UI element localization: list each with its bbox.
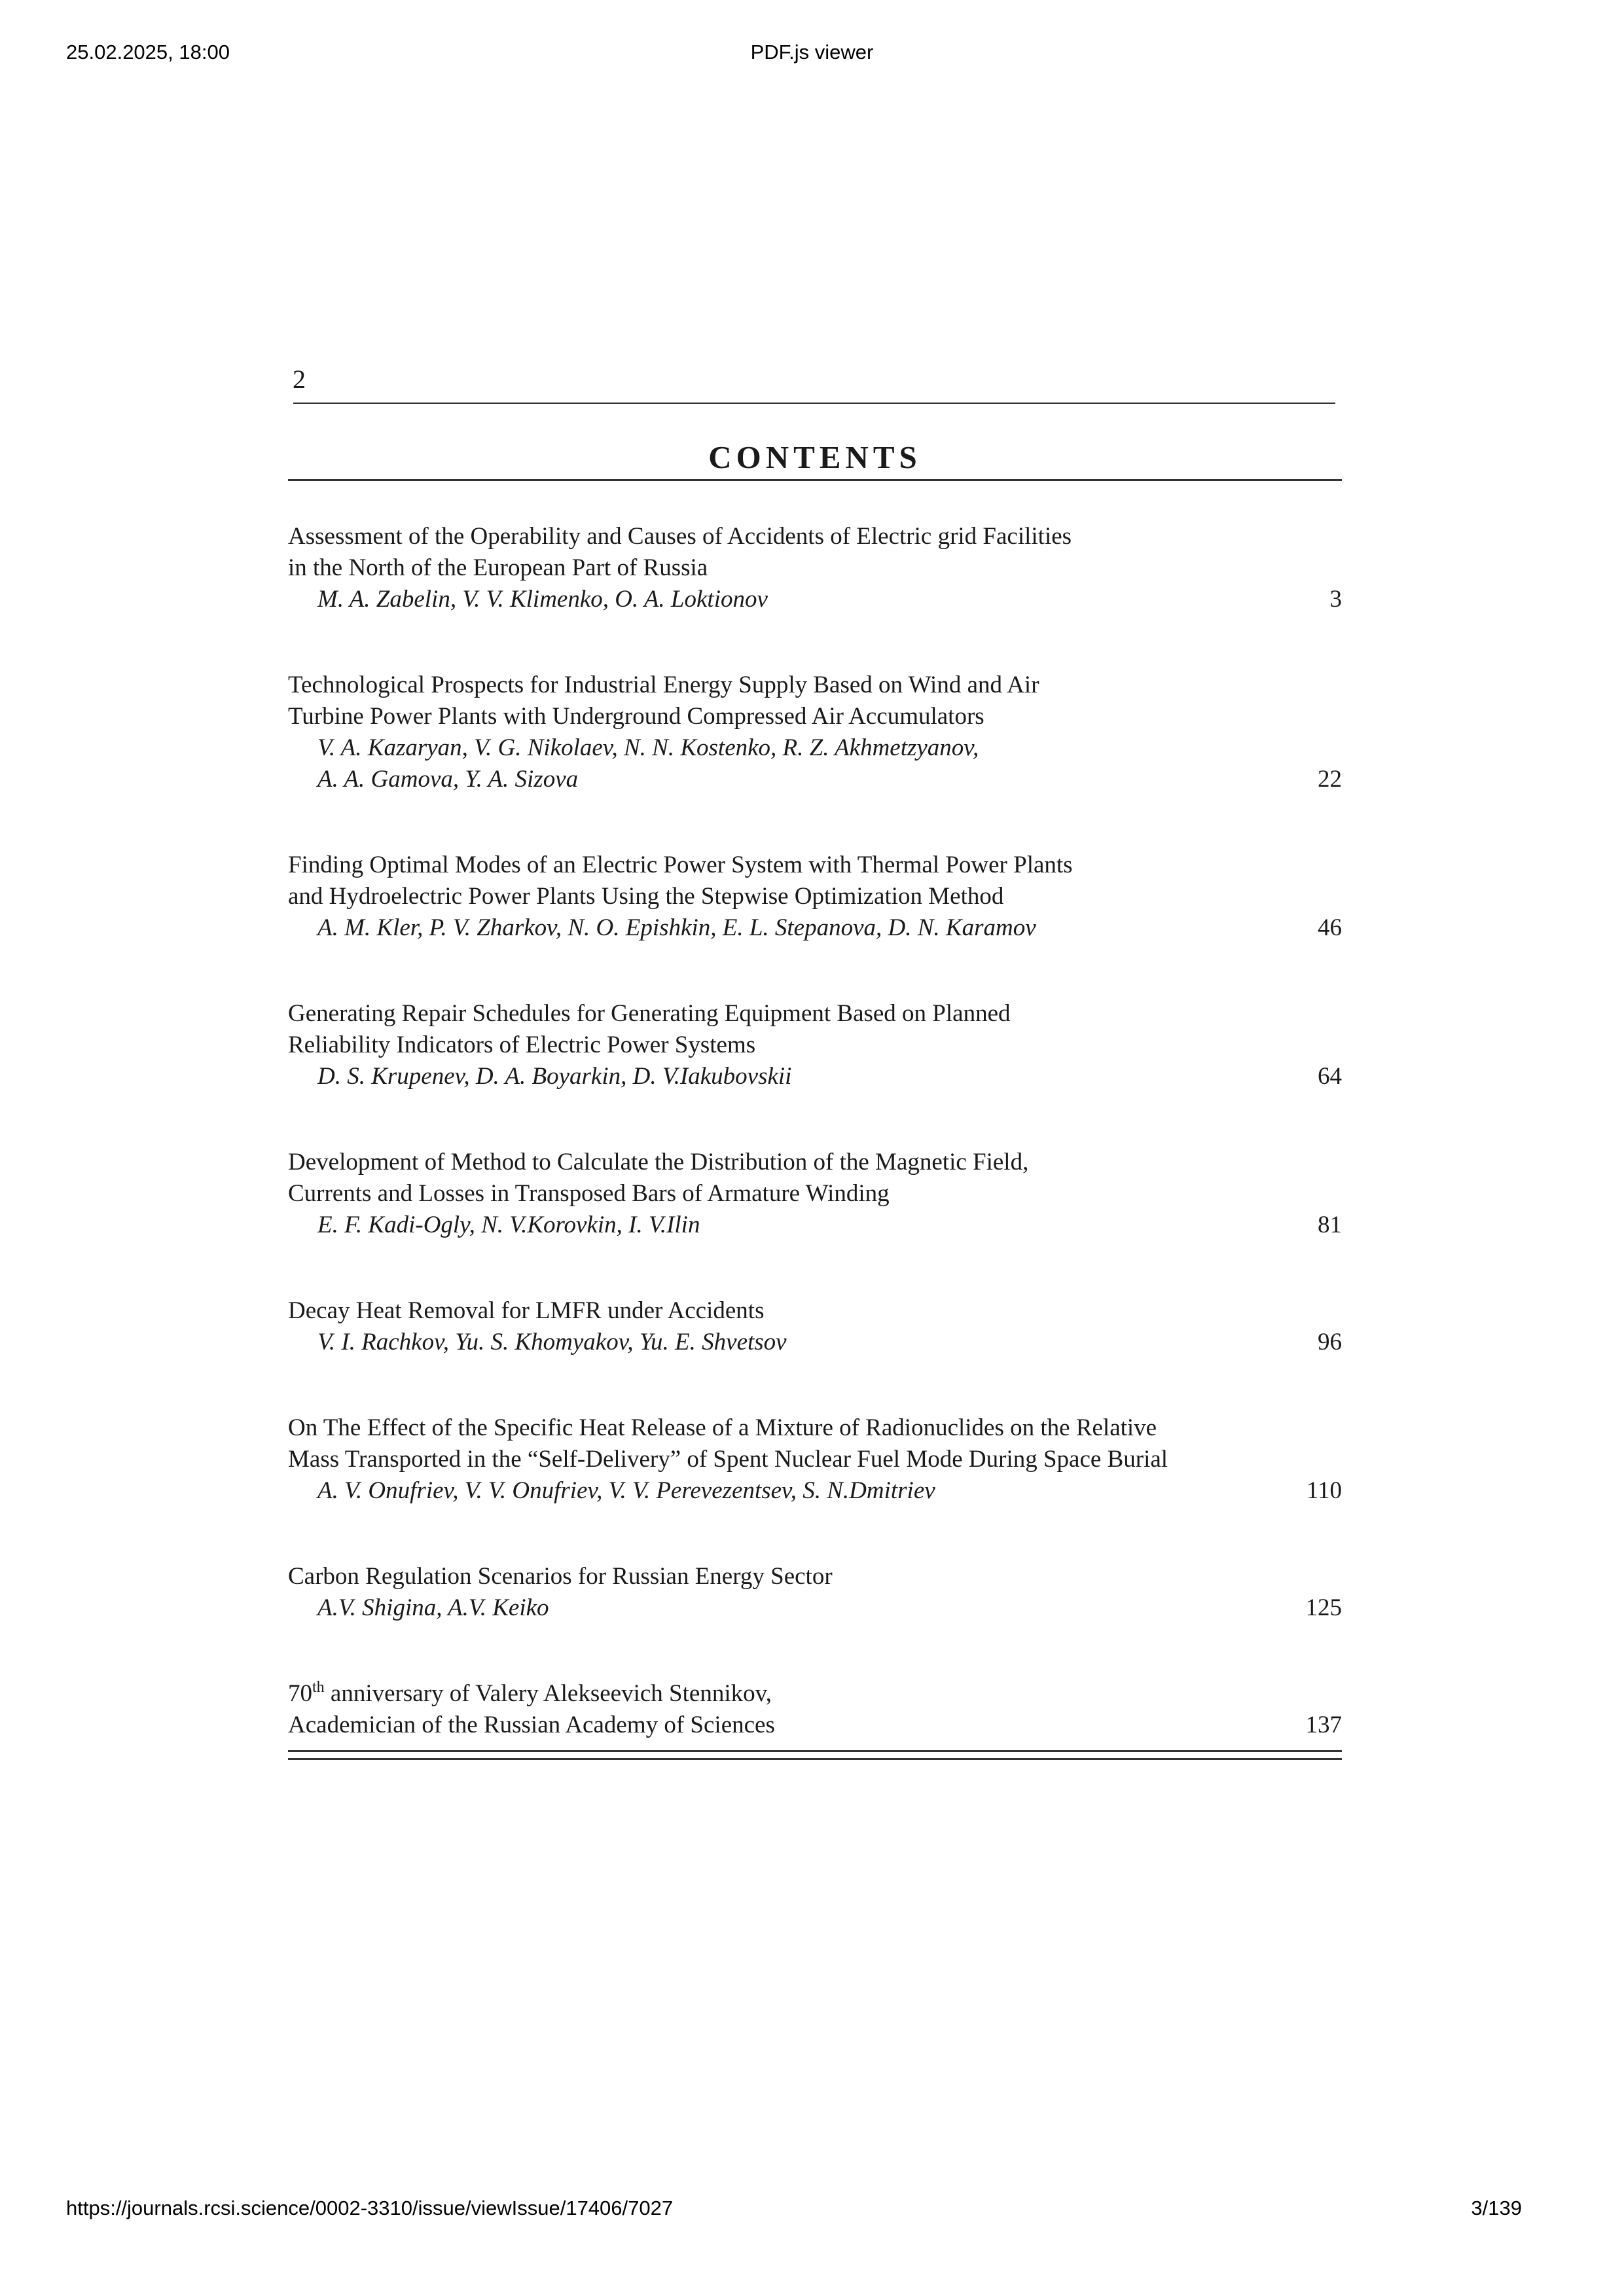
toc-entry [288,998,1342,1092]
viewer-title: PDF.js viewer [750,41,874,63]
entry-title-line: and Hydroelectric Power Plants Using the Stepwise Optimization Method [288,883,1004,910]
entry-title-line: in the North of the European Part of Russia [288,554,708,581]
end-rule [288,1758,1342,1760]
entry-page-number: 22 [1318,766,1342,793]
table-of-contents [288,521,1342,1741]
entry-title-line: Currents and Losses in Transposed Bars of Armature Winding [288,1180,890,1207]
ordinal-suffix: th [312,1679,325,1696]
entry-page-number: 81 [1318,1211,1342,1238]
entry-authors-line: A. M. Kler, P. V. Zharkov, N. O. Epishkin, E. L. Stepanova, D. N. Karamov [317,914,1036,941]
browser-print-footer [0,2197,1624,2225]
entry-title-line: Assessment of the Operability and Causes of Accidents of Electric grid Facilities [288,523,1072,550]
ordinal-number: 70 [288,1680,312,1707]
entry-page-number: 3 [1329,586,1342,613]
toc-entry [288,670,1342,795]
entry-title-line: Generating Repair Schedules for Generating Equipment Based on Planned [288,1000,1011,1027]
toc-entry [288,521,1342,615]
entry-title-line: Academician of the Russian Academy of Sciences [288,1712,775,1738]
entry-authors-line: A. V. Onufriev, V. V. Onufriev, V. V. Perevezentsev, S. N.Dmitriev [317,1477,935,1504]
entry-page-number: 96 [1318,1329,1342,1355]
entry-page-number: 125 [1305,1594,1342,1621]
entry-title-line: Technological Prospects for Industrial Energy Supply Based on Wind and Air [288,672,1039,698]
entry-title-line: Reliability Indicators of Electric Power Systems [288,1031,756,1058]
contents-heading: CONTENTS [708,439,922,475]
entry-authors-line: M. A. Zabelin, V. V. Klimenko, O. A. Loktionov [317,586,768,613]
page-url: https://journals.rcsi.science/0002-3310/issue/viewIssue/17406/7027 [66,2197,674,2219]
heading-rule [288,479,1342,481]
entry-page-number: 64 [1318,1063,1342,1090]
entry-title-line: Development of Method to Calculate the Distribution of the Magnetic Field, [288,1149,1029,1175]
journal-page-number: 2 [293,365,306,394]
entry-title-line: Carbon Regulation Scenarios for Russian Energy Sector [288,1563,833,1590]
toc-entry [288,1147,1342,1241]
entry-page-number: 110 [1306,1477,1342,1504]
print-datetime: 25.02.2025, 18:00 [66,41,230,63]
entry-title-line: Mass Transported in the “Self-Delivery” of Spent Nuclear Fuel Mode During Space Burial [288,1446,1168,1473]
toc-entry [288,1412,1342,1507]
entry-authors-line: V. A. Kazaryan, V. G. Nikolaev, N. N. Kostenko, R. Z. Akhmetzyanov, [317,734,979,761]
toc-entry [288,850,1342,944]
header-rule [293,403,1335,404]
entry-title-line: Turbine Power Plants with Underground Compressed Air Accumulators [288,703,984,730]
browser-print-header [0,41,1624,69]
entry-authors-line: A.V. Shigina, A.V. Keiko [317,1594,549,1621]
entry-authors-line: D. S. Krupenev, D. A. Boyarkin, D. V.Iakubovskii [317,1063,792,1090]
entry-page-number: 46 [1318,914,1342,941]
toc-entry [288,1295,1342,1358]
entry-title-line: Finding Optimal Modes of an Electric Power System with Thermal Power Plants [288,852,1073,878]
entry-authors-line: A. A. Gamova, Y. A. Sizova [317,766,579,793]
entry-title-line: Decay Heat Removal for LMFR under Accidents [288,1297,765,1324]
entry-authors-line: E. F. Kadi-Ogly, N. V.Korovkin, I. V.Ilin [317,1211,700,1238]
entry-title-rest: anniversary of Valery Alekseevich Stennikov, [324,1680,772,1707]
toc-entry [288,1678,1342,1741]
toc-entry [288,1561,1342,1624]
entry-authors-line: V. I. Rachkov, Yu. S. Khomyakov, Yu. E. Shvetsov [317,1329,787,1355]
entry-page-number: 137 [1305,1712,1342,1738]
print-page-counter: 3/139 [1471,2197,1522,2219]
entry-title-line [288,1678,1342,1710]
end-rule [288,1750,1342,1752]
entry-title-line: On The Effect of the Specific Heat Release of a Mixture of Radionuclides on the Relative [288,1414,1157,1441]
